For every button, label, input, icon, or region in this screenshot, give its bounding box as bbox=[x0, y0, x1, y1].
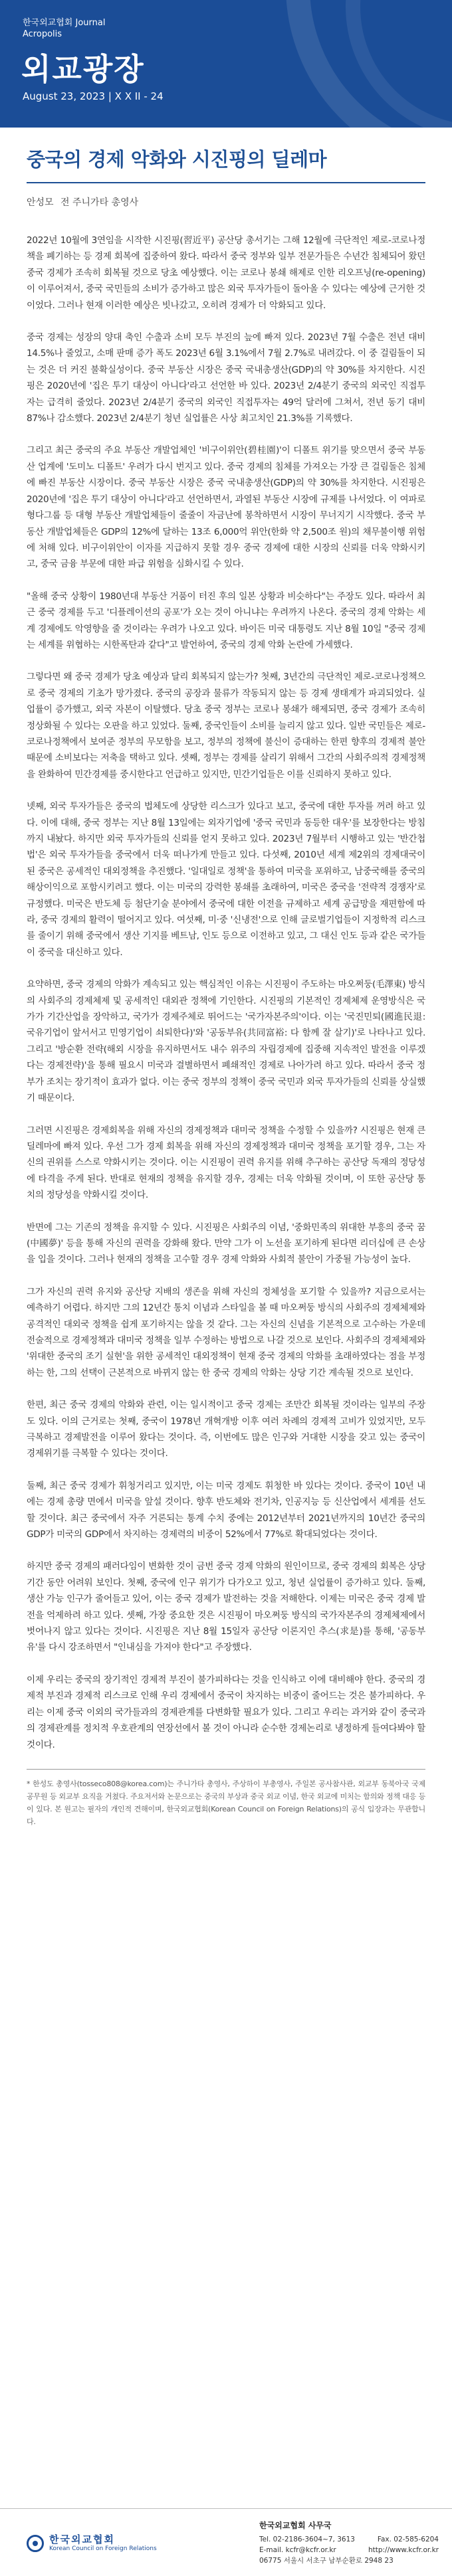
contact-web[interactable]: http://www.kcfr.or.kr bbox=[368, 2546, 439, 2554]
contact-email[interactable]: E-mail. kcfr@kcfr.or.kr bbox=[259, 2546, 336, 2554]
contact-fax: Fax. 02-585-6204 bbox=[377, 2535, 439, 2543]
article-paragraph: 반면에 그는 기존의 정책을 유지할 수 있다. 시진핑은 사회주의 이념, '중화민족의 위대한 부흥의 중국 꿈(中國夢)' 등을 통해 자신의 권력을 강화해 왔다. 만약 그가 이 노선을 포기하게 된다면 리더십에 큰 손상을 입을 것이다. 그러나 현재의 정책을 고수할 경우 경제 악화와 사회적 불안이 가중될 가능성이 높다. bbox=[27, 1222, 425, 1265]
journal-institution-en: Acropolis bbox=[23, 29, 62, 39]
article-paragraph: 2022년 10월에 3연임을 시작한 시진핑(習近平) 공산당 총서기는 그해 12월에 극단적인 제로-코로나정책을 폐기하는 등 경제 회복에 집중하여 왔다. 따라서 중국 정부와 일부 전문가들은 수년간 침체되어 왔던 중국 경제가 조속히 회복될 것으로 당초 예상했다. 이는 코로나 봉쇄 해제로 인한 리오프닝(re-opening)이 이루어져서, 중국 국민들의 소비가 증가하고 많은 외국 투자가들이 돌아올 수 있다는 예상에 근거한 것이었다. 그러나 현재 이러한 예상은 빗나갔고, 오히려 경제가 더 악화되고 있다. bbox=[27, 235, 425, 311]
journal-header bbox=[0, 0, 452, 128]
article-paragraph: 한편, 최근 중국 경제의 악화와 관련, 이는 일시적이고 중국 경제는 조만간 회복될 것이라는 일부의 주장도 있다. 이의 근거로는 첫째, 중국이 1978년 개혁개방 이후 여러 차례의 경제적 고비가 있었지만, 모두 극복하고 경제발전을 이루어 왔다는 것이다. 즉, 이번에도 많은 인구와 거대한 시장을 갖고 있는 중국이 경제위기를 극복할 수 있다는 것이다. bbox=[27, 1400, 425, 1459]
article-paragraph: 그렇다면 왜 중국 경제가 당초 예상과 달리 회복되지 않는가? 첫째, 3년간의 극단적인 제로-코로나정책으로 중국 경제의 기초가 망가졌다. 중국의 공장과 물류가 작동되지 않는 등 경제 생태계가 파괴되었다. 실업률이 증가했고, 외국 자본이 이탈했다. 당초 중국 정부는 코로나 봉쇄가 해제되면, 중국 경제가 조속히 정상화될 수 있다는 오판을 하고 있었다. 둘째, 중국인들이 소비를 늘리지 않고 있다. 일반 국민들은 제로-코로나정책에서 보여준 정부의 무모함을 보고, 정부의 정책에 불신이 증대하는 한편 향후의 경제적 불안 때문에 소비보다는 저축을 택하고 있다. 셋째, 정부는 경제를 살리기 위해서 그간의 사회주의적 경제정책을 완화하여 민간경제를 중시한다고 언급하고 있지만, 민간기업들은 이를 신뢰하지 못하고 있다. bbox=[27, 672, 425, 780]
issue-number: | X X II - 24 bbox=[108, 90, 164, 102]
contact-tel: Tel. 02-2186-3604~7, 3613 bbox=[259, 2535, 355, 2543]
article-paragraph: 이제 우리는 중국의 장기적인 경제적 부진이 불가피하다는 것을 인식하고 이에 대비해야 한다. 중국의 경제적 부진과 경제적 리스크로 인해 우리 경제에서 중국이 차지하는 비중이 줄어드는 것은 불가피하다. 우리는 이제 중국 이외의 국가들과의 경제관계를 다변화할 필요가 있다. 그리고 우리는 과거와 같이 중국과의 경제관계를 정치적 우호관계의 연장선에서 볼 것이 아니라 순수한 경제논리로 냉정하게 들여다봐야 할 것이다. bbox=[27, 1674, 426, 1750]
article-paragraph: "올해 중국 상황이 1980년대 부동산 거품이 터진 후의 일본 상황과 비슷하다"는 주장도 있다. 따라서 최근 중국 경제를 두고 '디플레이션의 공포'가 오는 것이 아니냐는 우려까지 나온다. 중국의 경제 악화는 세계 경제에도 악영향을 줄 것이라는 우려가 나오고 있다. 바이든 미국 대통령도 지난 8월 10일 "중국 경제는 세계를 위협하는 시한폭탄과 같다"고 발언하여, 중국의 경제 악화 논란에 가세했다. bbox=[27, 591, 425, 650]
contact-address: 06775 서울시 서초구 남부순환로 2948 23 bbox=[259, 2557, 394, 2565]
article-paragraph: 그가 자신의 권력 유지와 공산당 지배의 생존을 위해 자신의 정체성을 포기할 수 있을까? 지금으로서는 예측하기 어렵다. 하지만 그의 12년간 통치 이념과 스타일을 볼 때 마오쩌둥 방식의 사회주의 경제체제와 공격적인 대외국 정책을 쉽게 포기하지는 않을 것 같다. 그는 자신의 신념을 기본적으로 고수하는 가운데 전술적으로 경제정책과 대미국 정책을 일부 수정하는 방법으로 나갈 것으로 보인다. 사회주의 경제체제와 '위대한 중국의 조기 실현'을 위한 공세적인 대외정책이 현재 중국 경제의 악화를 초래하였다는 점을 부정하는 한, 그의 선택이 근본적으로 바뀌지 않는 한 중국 경제의 악화는 상당 기간 계속될 것으로 보인다. bbox=[27, 1286, 426, 1378]
journal-title: 외교광장 bbox=[21, 51, 145, 87]
author-role: 전 주니가타 총영사 bbox=[60, 197, 139, 208]
author-name: 안성모 bbox=[27, 197, 54, 208]
author-footnote: * 한성도 총영사(tosseco808@korea.com)는 주니가타 총영사, 주상하이 부총영사, 주일본 공사참사관, 외교부 동북아국 국제 공무원 등 외교부 요직을 거쳤다. 주요저서와 논문으로는 중국의 부상과 중국 외교 이념, 한국 외교에 미치는 함의와 정책 대응 등이 있다. 본 원고는 필자의 개인적 견해이며, 한국외교협회(Korean Council on Foreign Relations)의 공식 입장과는 무관합니다. bbox=[27, 1779, 425, 1826]
logo-name-en: Korean Council on Foreign Relations bbox=[49, 2545, 157, 2552]
footnote-divider bbox=[27, 1769, 425, 1828]
journal-institution: 한국외교협회 Journal bbox=[23, 18, 106, 28]
article-paragraph: 중국 경제는 성장의 양대 축인 수출과 소비 모두 부진의 늪에 빠져 있다. 2023년 7월 수출은 전년 대비 14.5%나 줄었고, 소매 판매 증가 폭도 2023년 6월 3.1%에서 7월 2.7%로 내려갔다. 이 중 걸림돌이 되는 것은 더 커진 불확실성이다. 중국 부동산 시장은 중국 국내총생산(GDP)의 약 30%를 차지한다. 시진핑은 2020년에 '집은 투기 대상이 아니다'라고 선언한 바 있다. 2023년 2/4분기 중국의 외국인 직접투자는 급격히 줄었다. 2023년 2/4분기 중국의 외국인 직접투자는 49억 달러에 그쳐서, 전년 동기 대비 87%나 감소했다. 2023년 2/4분기 청년 실업률은 사상 최고치인 21.3%를 기록했다. bbox=[27, 332, 425, 424]
contact-info bbox=[259, 2534, 439, 2566]
kcfr-logo bbox=[27, 2534, 157, 2553]
article-paragraph: 넷째, 외국 투자가들은 중국의 법체도에 상당한 리스크가 있다고 보고, 중국에 대한 투자를 꺼려 하고 있다. 이에 대해, 중국 정부는 지난 8월 13일에는 외자기업에 '중국 국민과 동등한 대우'를 보장한다는 방침까지 내놨다. 하지만 외국 투자가들의 신뢰를 얻지 못하고 있다. 2023년 7월부터 시행하고 있는 '반간첩법'은 외국 투자가들을 중국에서 더욱 떠나가게 만들고 있다. 다섯째, 2010년 세계 제2위의 경제대국이 된 중국은 공세적인 대외정책을 추진했다. '일대일로 정책'을 통하여 미국을 포위하고, 남중국해를 중국의 해상이익으로 포함시키려고 했다. 이는 미국의 강력한 봉쇄를 초래하여, 미국은 중국을 '전략적 경쟁자'로 규정했다. 미국은 반도체 등 첨단기술 분야에서 중국에 대한 이전을 규제하고 세계 공급망을 재편함에 따라, 중국 경제의 활력이 떨어지고 있다. 여섯째, 미·중 '신냉전'으로 인해 글로벌기업들이 지정학적 리스크를 줄이기 위해 중국에서 생산 기지를 베트남, 인도 등으로 이전하고 있고, 그 대신 인도 등과 같은 국가들이 중국을 대신하고 있다. bbox=[27, 801, 425, 958]
article bbox=[27, 146, 425, 1828]
logo-name-ko: 한국외교협회 bbox=[49, 2533, 115, 2545]
article-paragraph: 둘째, 최근 중국 경제가 휘청거리고 있지만, 이는 미국 경제도 휘청한 바 있다는 것이다. 중국이 10년 내에는 경제 총량 면에서 미국을 앞설 것이다. 향후 반도체와 전기차, 인공지능 등 신산업에서 세계를 선도할 것이다. 최근 중국에서 자주 거론되는 통계 수치 중에는 2012년부터 2021년까지의 10년간 중국의 GDP가 미국의 GDP에서 차지하는 경제력의 비중이 52%에서 77%로 확대되었다는 것이다. bbox=[27, 1480, 425, 1540]
article-paragraph: 하지만 중국 경제의 패러다임이 변화한 것이 금번 중국 경제 악화의 원인이므로, 중국 경제의 회복은 상당 기간 동안 어려워 보인다. 첫째, 중국에 인구 위기가 다가오고 있고, 청년 실업률이 증가하고 있다. 둘째, 생산 가능 인구가 줄어들고 있어, 이는 중국 경제가 발전하는 것을 저해한다. 이제는 미국은 중국 경제 발전을 억제하려 하고 있다. 셋째, 가장 중요한 것은 시진핑이 마오쩌둥 방식의 국가자본주의 경제체제에서 벗어나지 않고 있다는 것이다. 시진핑은 지난 8월 15일자 공산당 이론지인 추스(求是)를 통해, '공동부유'를 다시 강조하면서 "인내심을 가져야 한다"고 주장했다. bbox=[27, 1561, 425, 1653]
article-title: 중국의 경제 악화와 시진핑의 딜레마 bbox=[27, 146, 425, 183]
article-paragraph: 요약하면, 중국 경제의 악화가 계속되고 있는 핵심적인 이유는 시진핑이 주도하는 마오쩌둥(毛澤東) 방식의 사회주의 경제체제 및 공세적인 대외관 정책에 기인한다. 시진핑의 기본적인 경제체제 운영방식은 국가가 기간산업을 장악하고, 국가가 경제주체로 뛰어드는 '국가자본주의'이다. 이는 '국진민퇴(國進民退: 국유기업이 앞서서고 민영기업이 쇠퇴한다)'와 '공동부유(共同富裕: 다 함께 잘 살기)'로 나타나고 있다. 그리고 '방순환 전략(해외 시장을 유지하면서도 내수 위주의 자립경제에 집중해 지속적인 발전을 이루겠다는 경제전략)'을 통해 필요시 미국과 결별하면서 폐쇄적인 경제로 나아가려 하고 있다. 따라서 중국 정부가 조치는 장기적이 효과가 없다. 이는 중국 정부의 정책이 중국 국민과 외국 투자가들의 신뢰를 상실했기 때문이다. bbox=[27, 979, 425, 1104]
kcfr-emblem-icon bbox=[27, 2535, 44, 2552]
article-paragraph: 그러면 시진핑은 경제회복을 위해 자신의 경제정책과 대미국 정책을 수정할 수 있을까? 시진핑은 현재 큰 딜레마에 빠져 있다. 우선 그가 경제 회복을 위해 자신의 경제정책과 대미국 정책을 포기할 경우, 그는 자신의 권위를 스스로 약화시키는 것이다. 이는 시진핑이 권력 유지를 위해 추구하는 공산당 독재의 정당성에 타격을 주게 된다. 반대로 현재의 정책을 유지할 경우, 경제는 더욱 악화될 것이며, 이 또한 공산당 통치의 정당성을 약화시킬 것이다. bbox=[27, 1125, 425, 1201]
article-paragraph: 그리고 최근 중국의 주요 부동산 개발업체인 '비구이위안(碧桂園)'이 디폴트 위기를 맞으면서 중국 부동산 업계에 '도미노 디폴트' 우려가 다시 번지고 있다. 중국 경제의 침체를 가져오는 가장 큰 걸림돌은 침체에 빠진 부동산 시장이다. 중국 부동산 시장은 중국 국내총생산(GDP)의 약 30%를 차지한다. 시진핑은 2020년에 '집은 투기 대상이 아니다'라고 선언하면서, 과열된 부동산 시장에 규제를 나서었다. 이 여파로 형다그룹 등 대형 부동산 개발업체들이 줄줄이 자금난에 봉착하면서 시장이 무너지기 시작했다. 중국 부동산 개발업체들은 GDP의 12%에 달하는 13조 6,000억 위안(한화 약 2,500조 원)의 채무불이행 위험에 처해 있다. 비구이위안이 이자를 지급하지 못할 경우 중국 경제에 대한 시장의 신뢰를 더욱 약화시키고, 중국 금융 부문에 대한 파급 위험을 심화시킬 수 있다. bbox=[27, 445, 425, 570]
author-line bbox=[27, 195, 425, 209]
page-footer bbox=[0, 2508, 452, 2576]
issue-meta bbox=[23, 90, 164, 102]
issue-date: August 23, 2023 bbox=[23, 90, 106, 102]
publisher-name: 한국외교협회 사무국 bbox=[259, 2521, 332, 2530]
